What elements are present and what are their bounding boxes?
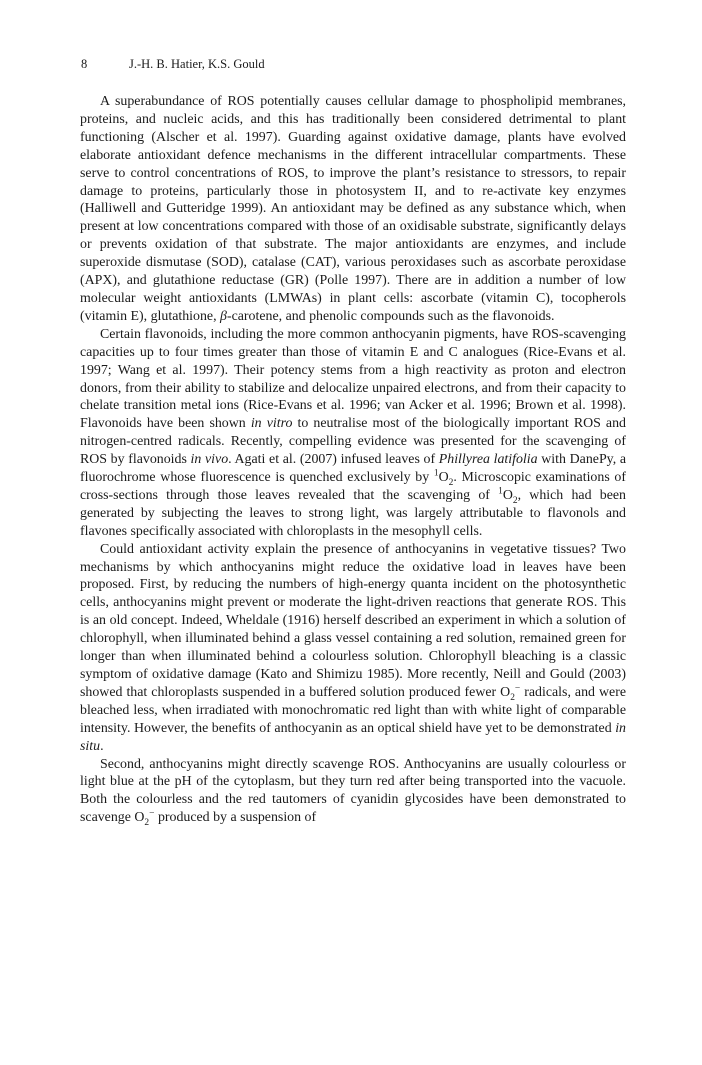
text-run: -carotene, and phenolic compounds such as the flavonoids. (226, 308, 555, 324)
page-number: 8 (81, 57, 88, 71)
text-run: produced by a suspension of (154, 810, 317, 826)
script-text: 1 (433, 468, 439, 479)
script-text: 2 (448, 477, 454, 488)
text-run: Could antioxidant activity explain the presence of anthocyanins in vegetative tissues? Two mechanisms by which anthocyanins might reduce the oxidative load in leaves have been proposed. First, by reducing the numbers of high-energy quanta incident on the photosynthetic cells, anthocyanins might prevent or moderate the light-driven reactions that generate ROS. This is an old concept. Indeed, Wheldale (1916) herself described an experiment in which a solution of chlorophyll, when illuminated behind a glass vessel containing a red solution, remained green for longer than when illuminated behind a colourless solution. Chlorophyll bleaching is a classic symptom of oxidative damage (Kato and Shimizu 1985). More recently, Neill and Gould (2003) showed that chloroplasts suspended in a buffered solution produced fewer O (80, 541, 626, 700)
text-run: to neutralise most of the biologically important ROS and nitrogen-centred radicals. Recently, compelling evidence was presented for the scavenging of ROS by flavonoids (80, 416, 626, 468)
text-run: O (502, 487, 513, 503)
text-run: Second, anthocyanins might directly scavenge ROS. Anthocyanins are usually colourless or light blue at the pH of the cytoplasm, but they turn red after being transported into the vacuole. Both the colourless and the red tautomers of cyanidin glycosides have been demonstrated to scavenge O (80, 756, 626, 826)
script-text: 2 (512, 495, 518, 506)
paragraph (80, 541, 626, 756)
script-text: 2 (510, 692, 515, 703)
italic-text: in vitro (250, 416, 293, 432)
text-run: A superabundance of ROS potentially causes cellular damage to phospholipid membranes, proteins, and nucleic acids, and this has traditionally been considered detrimental to plant functioning (Alscher et al. 1997). Guarding against oxidative damage, plants have evolved elaborate antioxidant defence mechanisms in the different intracellular compartments. These serve to control concentrations of ROS, to improve the plant’s resistance to stressors, to repair damage to proteins, particularly those in photosystem II, and to re-activate key enzymes (Halliwell and Gutteridge 1999). An antioxidant may be defined as any substance which, when present at low concentrations compared with those of an oxidisable substrate, significantly delays or prevents oxidation of that substrate. The major antioxidants are enzymes, and include superoxide dismutase (SOD), catalase (CAT), various peroxidases such as ascorbate peroxidase (APX), and glutathione reductase (GR) (Polle 1997). There are in addition a number of low molecular weight antioxidants (LMWAs) in plant cells: ascorbate (vitamin C), tocopherols (vitamin E), glutathione, (80, 94, 626, 324)
script-text: 1 (498, 486, 503, 497)
text-run: . Microscopic examinations of cross-sections through those leaves revealed that the scavenging of (80, 470, 627, 503)
text-run: with DanePy, a fluorochrome whose fluorescence is quenched exclusively by (80, 452, 627, 486)
text-run: . Agati et al. (2007) infused leaves of (228, 452, 439, 468)
text-run: O (438, 470, 449, 486)
italic-text: β (220, 308, 227, 324)
script-text: − (149, 809, 155, 820)
italic-text: in vivo (190, 452, 229, 468)
text-run: . (100, 738, 104, 754)
text-run: , which had been generated by subjecting the leaves to strong light, was largely attributable to flavonols and flavones specifically associated with chloroplasts in the mesophyll cells. (80, 487, 626, 539)
running-head-authors: J.-H. B. Hatier, K.S. Gould (129, 57, 265, 71)
italic-text: Phillyrea latifolia (438, 452, 538, 468)
script-text: 2 (144, 818, 150, 829)
text-run: radicals, and were bleached less, when irradiated with monochromatic red light than with white light of comparable intensity. However, the benefits of anthocyanin as an optical shield have yet to be demonstrated (80, 684, 626, 736)
body-text (80, 93, 626, 827)
paragraph (80, 93, 626, 326)
running-header (81, 56, 641, 72)
italic-text: in situ (80, 720, 626, 754)
script-text: − (514, 683, 521, 694)
paragraph (80, 756, 626, 828)
text-run: Certain flavonoids, including the more common anthocyanin pigments, have ROS-scavenging capacities up to four times greater than those of vitamin E and C analogues (Rice-Evans et al. 1997; Wang et al. 1997). Their potency stems from a high reactivity as proton and electron donors, from their ability to stabilize and delocalize unpaired electrons, and from their capacity to chelate transition metal ions (Rice-Evans et al. 1996; van Acker et al. 1996; Brown et al. 1998). Flavonoids have been shown (80, 326, 626, 432)
paragraph (80, 326, 626, 541)
